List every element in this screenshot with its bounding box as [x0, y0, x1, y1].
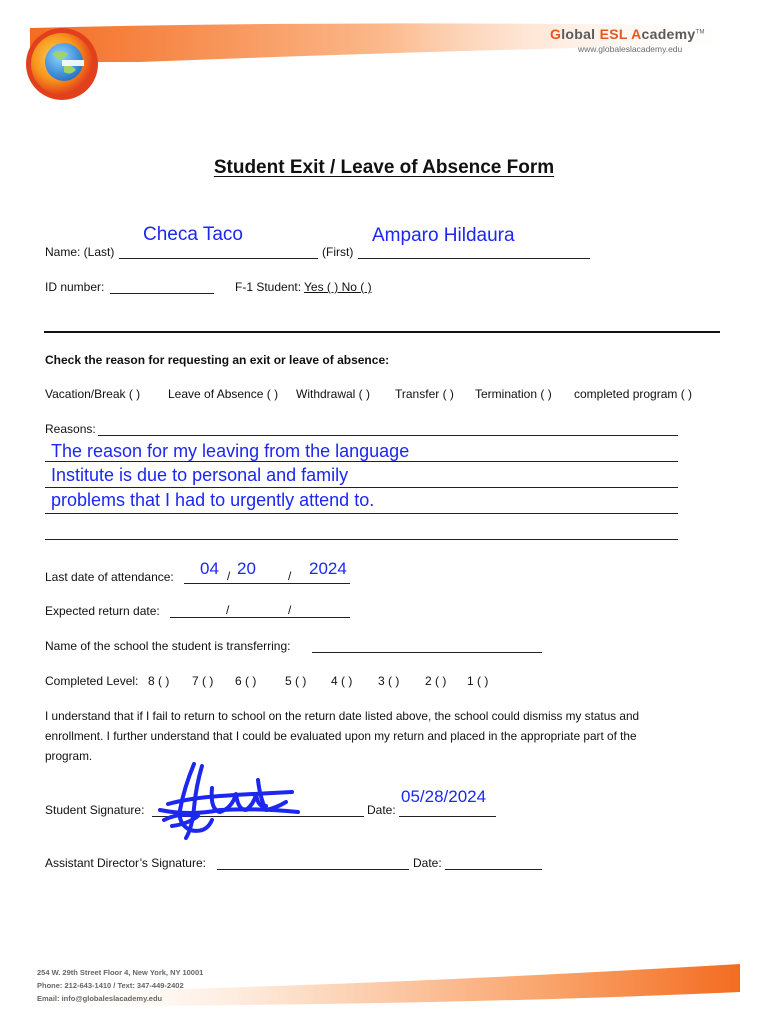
statement-line-2: enrollment. I further understand that I could be evaluated upon my return and placed in the appropriate part of the: [45, 729, 637, 743]
student-date-label: Date:: [367, 803, 396, 817]
brand-name: Global ESL Academy™: [550, 26, 705, 42]
level-1-option[interactable]: 1 ( ): [467, 674, 489, 688]
footer-email: Email: info@globaleslacademy.edu: [37, 994, 163, 1003]
last-name-value: Checa Taco: [143, 224, 243, 245]
brand-url: www.globaleslacademy.edu: [578, 44, 683, 54]
reasons-text-3: problems that I had to urgently attend to.: [51, 490, 375, 510]
reasons-text-1: The reason for my leaving from the language: [51, 441, 410, 461]
last-date-sep-1: /: [227, 569, 231, 583]
school-field[interactable]: [312, 652, 542, 653]
statement-line-3: program.: [45, 749, 93, 763]
first-name-field[interactable]: [358, 258, 590, 259]
f1-student-options[interactable]: Yes ( ) No ( ): [304, 280, 372, 294]
reason-option-vacation[interactable]: Vacation/Break ( ): [45, 387, 141, 401]
school-label: Name of the school the student is transferring:: [45, 639, 291, 653]
form-title: Student Exit / Leave of Absence Form: [213, 157, 555, 178]
reason-option-termination[interactable]: Termination ( ): [475, 387, 552, 401]
id-number-field[interactable]: [110, 293, 214, 294]
reasons-line-2[interactable]: [45, 461, 678, 462]
first-name-value: Amparo Hildaura: [372, 225, 515, 246]
reason-option-completed[interactable]: completed program ( ): [574, 387, 693, 401]
return-date-field[interactable]: [170, 617, 350, 618]
student-date-field[interactable]: [399, 816, 496, 817]
footer-phone: Phone: 212-643-1410 / Text: 347-449-2402: [37, 981, 184, 990]
level-3-option[interactable]: 3 ( ): [378, 674, 400, 688]
assistant-signature-label: Assistant Director’s Signature:: [45, 856, 206, 870]
last-date-day: 20: [237, 559, 256, 578]
reasons-text-2: Institute is due to personal and family: [51, 465, 349, 485]
assistant-date-field[interactable]: [445, 869, 542, 870]
last-name-field[interactable]: [119, 258, 318, 259]
last-date-label: Last date of attendance:: [45, 570, 174, 584]
reasons-line-5[interactable]: [45, 539, 678, 540]
level-2-option[interactable]: 2 ( ): [425, 674, 447, 688]
footer-address: 254 W. 29th Street Floor 4, New York, NY 10001: [37, 968, 204, 977]
reasons-label: Reasons:: [45, 422, 96, 436]
level-8-option[interactable]: 8 ( ): [148, 674, 170, 688]
globe-logo-icon: [24, 26, 100, 102]
f1-student-label: F-1 Student:: [235, 280, 302, 294]
reason-option-transfer[interactable]: Transfer ( ): [395, 387, 454, 401]
assistant-date-label: Date:: [413, 856, 442, 870]
reason-heading: Check the reason for requesting an exit or leave of absence:: [45, 353, 390, 367]
statement-line-1: I understand that if I fail to return to school on the return date listed above, the school could dismiss my status and: [45, 709, 640, 723]
level-6-option[interactable]: 6 ( ): [235, 674, 257, 688]
last-name-label: Name: (Last): [45, 245, 115, 259]
return-date-sep-2: /: [288, 603, 292, 617]
completed-level-label: Completed Level:: [45, 674, 139, 688]
reasons-line-1[interactable]: [98, 435, 678, 436]
student-signature-label: Student Signature:: [45, 803, 145, 817]
last-date-sep-2: /: [288, 569, 292, 583]
reason-option-leave[interactable]: Leave of Absence ( ): [168, 387, 279, 401]
return-date-sep-1: /: [226, 603, 230, 617]
student-date-value: 05/28/2024: [401, 787, 487, 806]
level-7-option[interactable]: 7 ( ): [192, 674, 214, 688]
reasons-line-3[interactable]: [45, 487, 678, 488]
reasons-line-4[interactable]: [45, 513, 678, 514]
last-date-month: 04: [200, 559, 219, 578]
last-date-year: 2024: [309, 559, 347, 578]
signature-mark: [150, 758, 300, 842]
level-5-option[interactable]: 5 ( ): [285, 674, 307, 688]
first-name-label: (First): [322, 245, 354, 259]
return-date-label: Expected return date:: [45, 604, 160, 618]
last-date-field[interactable]: [184, 583, 350, 584]
section-divider: [44, 331, 720, 333]
level-4-option[interactable]: 4 ( ): [331, 674, 353, 688]
assistant-signature-field[interactable]: [217, 869, 409, 870]
reason-option-withdrawal[interactable]: Withdrawal ( ): [296, 387, 371, 401]
id-number-label: ID number:: [45, 280, 105, 294]
